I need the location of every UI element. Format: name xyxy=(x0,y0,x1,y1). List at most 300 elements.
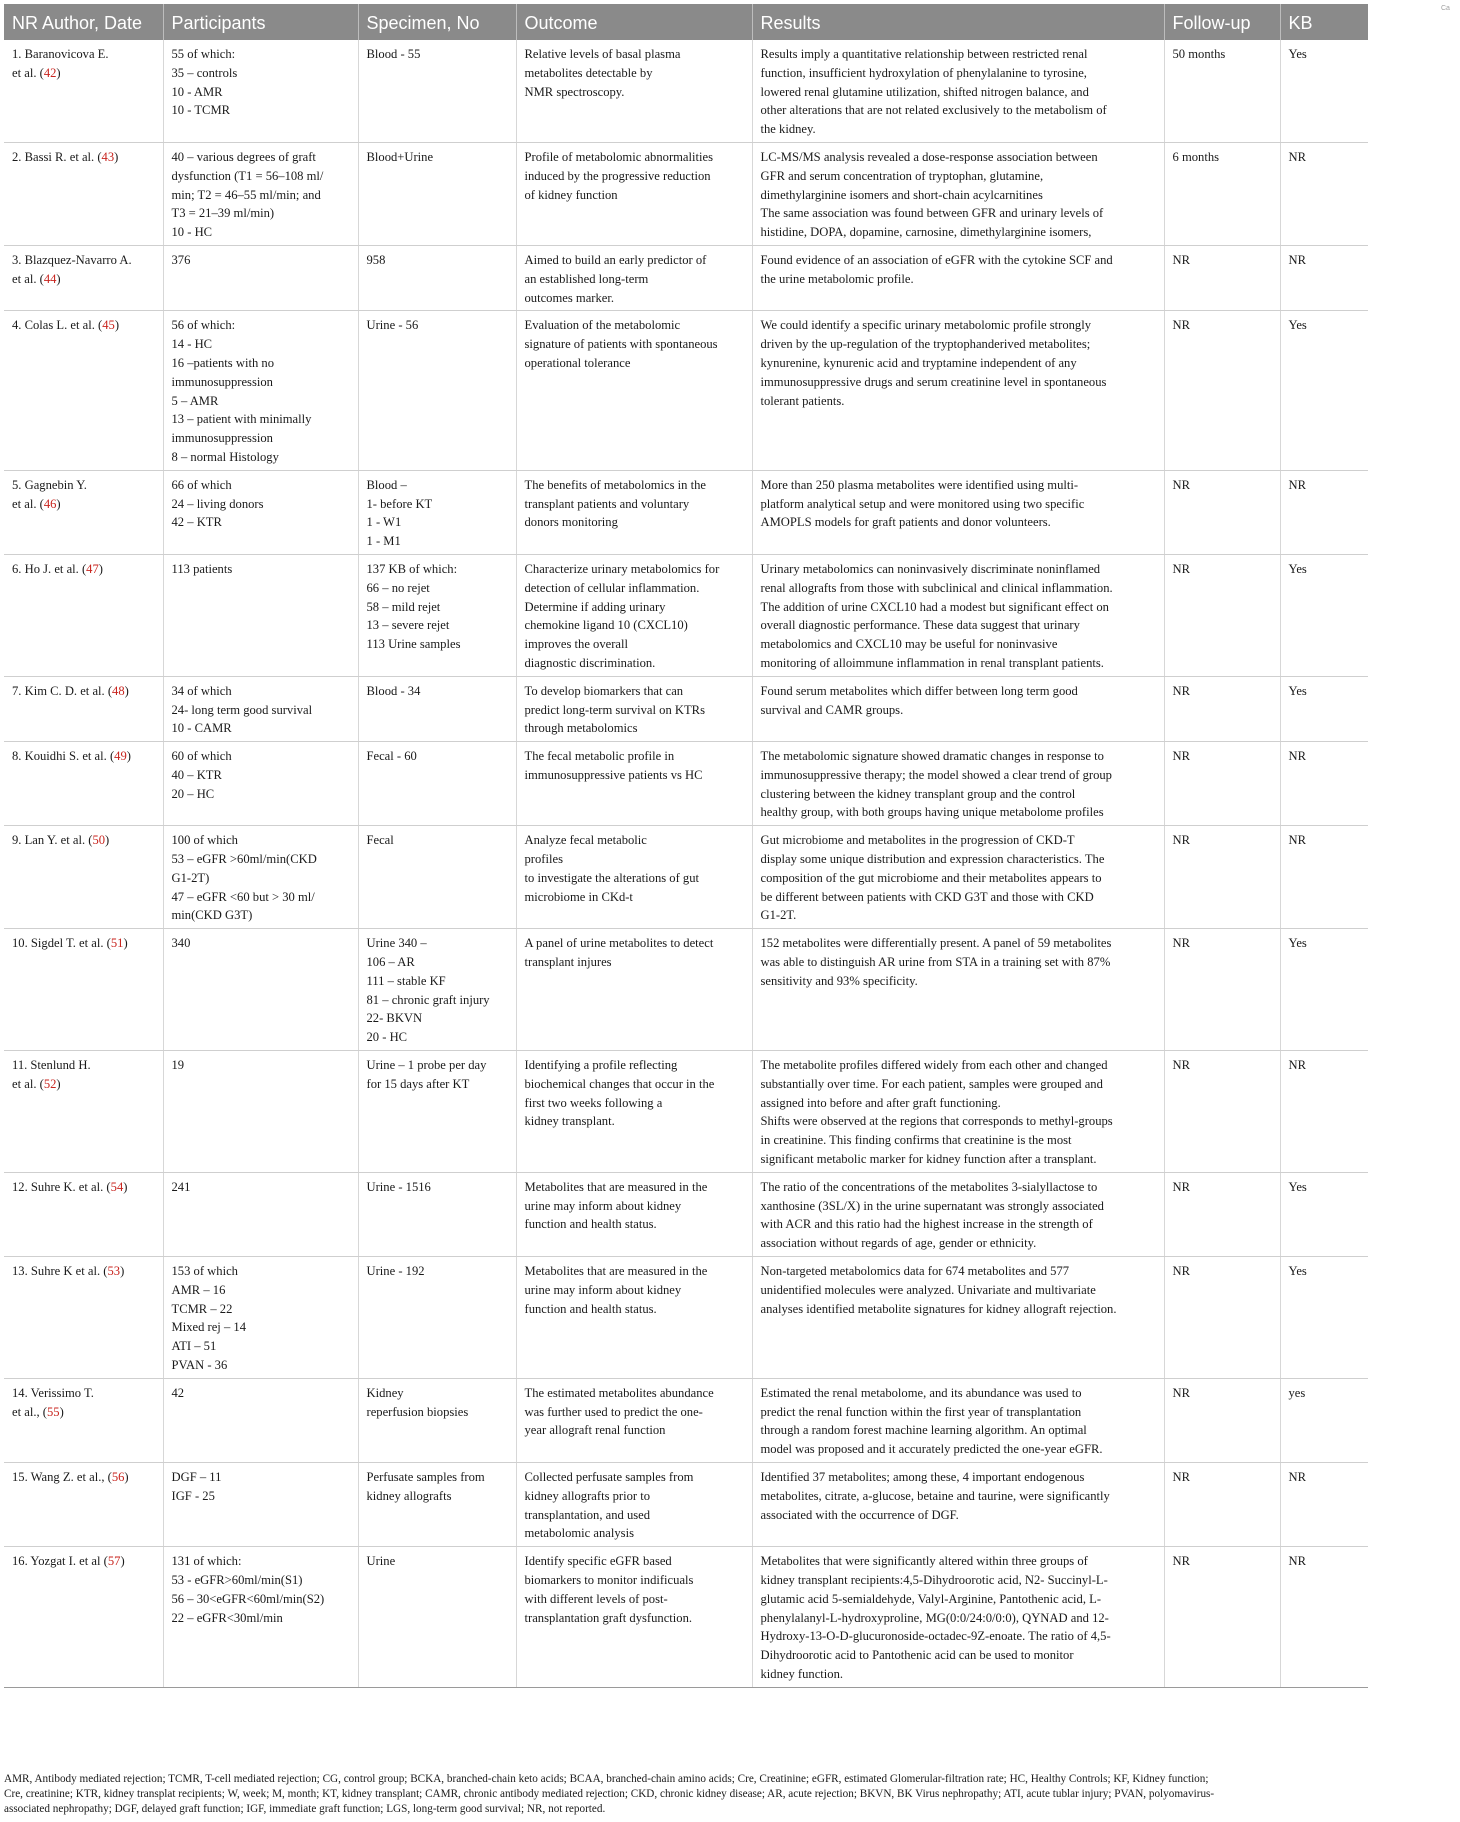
kb-cell: Yes xyxy=(1280,1257,1368,1379)
results-line: Non-targeted metabolomics data for 674 metabolites and 577 xyxy=(760,1264,1070,1279)
results-line: kidney function. xyxy=(760,1666,844,1681)
specimen-line: for 15 days after KT xyxy=(366,1076,470,1091)
participant-line: 376 xyxy=(171,252,191,267)
participant-line: immunosuppression xyxy=(171,374,273,389)
author-line xyxy=(12,1403,157,1422)
reference-link[interactable]: 56 xyxy=(111,1469,125,1484)
author-cell xyxy=(4,470,163,554)
participant-line: 5 – AMR xyxy=(171,393,219,408)
reference-link[interactable]: 43 xyxy=(101,149,115,164)
outcome-line: to investigate the alterations of gut xyxy=(524,870,700,885)
participant-line: 10 - AMR xyxy=(171,84,223,99)
reference-close-paren: ) xyxy=(114,318,120,333)
table-row xyxy=(4,1462,1368,1546)
kb-cell: NR xyxy=(1280,470,1368,554)
specimen-cell xyxy=(358,1257,516,1379)
author-text: 16. Yozgat I. et al ( xyxy=(12,1554,108,1569)
participant-line: 153 of which xyxy=(171,1264,238,1279)
author-cell xyxy=(4,40,163,142)
specimen-line: 1 - M1 xyxy=(366,534,401,549)
results-line: immunosuppressive drugs and serum creatinine level in spontaneous xyxy=(760,374,1107,389)
specimen-line: Urine xyxy=(366,1554,396,1569)
participants-cell xyxy=(163,470,358,554)
participants-cell xyxy=(163,1257,358,1379)
participant-line: 53 – eGFR >60ml/min(CKD xyxy=(171,852,317,867)
author-line xyxy=(12,148,157,167)
outcome-line: immunosuppressive patients vs HC xyxy=(524,767,703,782)
outcome-line: diagnostic discrimination. xyxy=(524,655,656,670)
results-line: Results imply a quantitative relationship between restricted renal xyxy=(760,47,1088,61)
specimen-line: reperfusion biopsies xyxy=(366,1404,469,1419)
participant-line: 40 – various degrees of graft xyxy=(171,149,316,164)
footnote-line: Cre, creatinine; KTR, kidney transplat recipients; W, week; M, month; KT, kidney transplant; CAMR, chronic antibody mediated rejection; CKD, chronic kidney disease; AR, acute rejection; BKVN, BK Virus nephropathy; ATI, acute tublar injury; PVAN, polyomavirus- xyxy=(4,1788,1215,1800)
author-text: 1. Baranovicova E. xyxy=(12,47,109,61)
outcome-cell xyxy=(516,1462,752,1546)
author-cell xyxy=(4,1051,163,1173)
specimen-cell xyxy=(358,40,516,142)
outcome-line: kidney allografts prior to xyxy=(524,1488,651,1503)
specimen-cell xyxy=(358,311,516,470)
study-table-container xyxy=(4,4,1368,1688)
author-cell xyxy=(4,554,163,676)
follow-up-cell: NR xyxy=(1164,1462,1280,1546)
outcome-line: Identify specific eGFR based xyxy=(524,1554,672,1569)
kb-cell: NR xyxy=(1280,742,1368,826)
participants-cell xyxy=(163,826,358,929)
results-line: Found serum metabolites which differ between long term good xyxy=(760,683,1078,698)
kb-cell: NR xyxy=(1280,1051,1368,1173)
participant-line: Mixed rej – 14 xyxy=(171,1320,246,1335)
outcome-line: chemokine ligand 10 (CXCL10) xyxy=(524,618,688,633)
specimen-line: 58 – mild rejet xyxy=(366,599,441,614)
participant-line: 13 – patient with minimally xyxy=(171,412,312,427)
table-row xyxy=(4,142,1368,245)
author-line xyxy=(12,64,157,83)
participant-line: 56 – 30<eGFR<60ml/min(S2) xyxy=(171,1591,325,1606)
participant-line: AMR – 16 xyxy=(171,1282,226,1297)
kb-cell: NR xyxy=(1280,245,1368,310)
author-line xyxy=(12,747,157,766)
results-cell xyxy=(752,311,1164,470)
outcome-line: detection of cellular inflammation. xyxy=(524,580,700,595)
participant-line: 40 – KTR xyxy=(171,767,222,782)
results-line: renal allografts from those with subclinical and clinical inflammation. xyxy=(760,580,1113,595)
reference-link[interactable]: 49 xyxy=(114,749,127,764)
participants-cell xyxy=(163,554,358,676)
author-line xyxy=(12,316,157,335)
outcome-line: The fecal metabolic profile in xyxy=(524,749,675,764)
reference-link[interactable]: 55 xyxy=(46,1404,60,1419)
header-outcome: Outcome xyxy=(516,4,752,40)
results-line: Metabolites that were significantly altered within three groups of xyxy=(760,1554,1088,1569)
specimen-line: Perfusate samples from xyxy=(366,1469,485,1484)
outcome-line: with different levels of post- xyxy=(524,1591,668,1606)
specimen-line: Blood+Urine xyxy=(366,149,434,164)
table-body xyxy=(4,40,1368,1687)
participant-line: IGF - 25 xyxy=(171,1488,215,1503)
outcome-line: Characterize urinary metabolomics for xyxy=(524,561,720,576)
participants-cell xyxy=(163,1462,358,1546)
outcome-cell xyxy=(516,1051,752,1173)
header-kb: KB xyxy=(1280,4,1368,40)
outcome-cell xyxy=(516,142,752,245)
specimen-line: 1 - W1 xyxy=(366,515,402,530)
specimen-line: 20 - HC xyxy=(366,1030,408,1045)
reference-close-paren: ) xyxy=(105,833,110,848)
author-line xyxy=(12,682,157,701)
author-cell xyxy=(4,142,163,245)
follow-up-cell: NR xyxy=(1164,676,1280,741)
participant-line: T3 = 21–39 ml/min) xyxy=(171,206,275,221)
table-footnote xyxy=(4,1772,1374,1817)
header-follow-up: Follow-up xyxy=(1164,4,1280,40)
results-cell xyxy=(752,142,1164,245)
participant-line: 20 – HC xyxy=(171,786,215,801)
outcome-line: predict long-term survival on KTRs xyxy=(524,702,705,717)
reference-link[interactable]: 53 xyxy=(107,1264,121,1279)
outcome-cell xyxy=(516,1378,752,1462)
results-line: survival and CAMR groups. xyxy=(760,702,904,717)
reference-close-paren: ) xyxy=(56,1076,61,1091)
results-line: LC-MS/MS analysis revealed a dose-response association between xyxy=(760,149,1098,164)
author-line xyxy=(12,1468,157,1487)
reference-link[interactable]: 46 xyxy=(43,496,57,511)
outcome-line: through metabolomics xyxy=(524,721,638,736)
kb-cell: NR xyxy=(1280,142,1368,245)
follow-up-cell: NR xyxy=(1164,1257,1280,1379)
participant-line: DGF – 11 xyxy=(171,1469,222,1484)
outcome-line: Analyze fecal metabolic xyxy=(524,833,647,848)
participants-cell xyxy=(163,742,358,826)
specimen-cell xyxy=(358,676,516,741)
follow-up-cell: NR xyxy=(1164,245,1280,310)
outcome-line: transplant injures xyxy=(524,955,612,970)
specimen-line: 13 – severe rejet xyxy=(366,618,450,633)
specimen-cell xyxy=(358,742,516,826)
reference-close-paren: ) xyxy=(114,149,119,164)
reference-link[interactable]: 45 xyxy=(102,318,115,333)
results-line: in creatinine. This finding confirms that creatinine is the most xyxy=(760,1133,1072,1148)
author-cell xyxy=(4,245,163,310)
kb-cell: Yes xyxy=(1280,40,1368,142)
results-line: metabolites, citrate, a-glucose, betaine and taurine, were significantly xyxy=(760,1488,1110,1503)
follow-up-cell: NR xyxy=(1164,1172,1280,1256)
specimen-cell xyxy=(358,1462,516,1546)
specimen-line: Urine - 192 xyxy=(366,1264,425,1279)
results-cell xyxy=(752,676,1164,741)
outcome-line: first two weeks following a xyxy=(524,1095,663,1110)
outcome-cell xyxy=(516,1547,752,1688)
outcome-line: Determine if adding urinary xyxy=(524,599,666,614)
specimen-line: Urine 340 – xyxy=(366,936,427,951)
author-cell xyxy=(4,676,163,741)
author-text: 13. Suhre K et al. ( xyxy=(12,1264,108,1279)
results-line: Dihydroorotic acid to Pantothenic acid can be used to monitor xyxy=(760,1648,1074,1663)
participants-cell xyxy=(163,311,358,470)
specimen-line: Urine - 1516 xyxy=(366,1179,431,1194)
follow-up-cell: NR xyxy=(1164,311,1280,470)
participant-line: immunosuppression xyxy=(171,431,273,446)
results-line: kidney transplant recipients:4,5-Dihydroorotic acid, N2- Succinyl-L- xyxy=(760,1572,1108,1587)
author-text: 15. Wang Z. et al., ( xyxy=(12,1469,112,1484)
participants-cell xyxy=(163,1378,358,1462)
results-line: significant metabolic marker for kidney function after a transplant. xyxy=(760,1152,1097,1167)
author-line xyxy=(12,560,157,579)
author-text: 6. Ho J. et al. ( xyxy=(12,561,87,576)
author-text: 9. Lan Y. et al. ( xyxy=(12,833,93,848)
participants-cell xyxy=(163,929,358,1051)
author-text: 14. Verissimo T. xyxy=(12,1385,94,1400)
participant-line: 8 – normal Histology xyxy=(171,449,279,464)
follow-up-cell: NR xyxy=(1164,470,1280,554)
participants-cell xyxy=(163,142,358,245)
results-line: GFR and serum concentration of tryptophan, glutamine, xyxy=(760,168,1044,183)
author-line xyxy=(12,1178,157,1197)
author-line xyxy=(12,1075,157,1094)
kb-cell: NR xyxy=(1280,826,1368,929)
results-line: metabolomics and CXCL10 may be useful for noninvasive xyxy=(760,637,1058,652)
author-line xyxy=(12,45,157,64)
results-line: function, insufficient hydroxylation of phenylalanine to tyrosine, xyxy=(760,65,1087,80)
outcome-cell xyxy=(516,311,752,470)
results-cell xyxy=(752,826,1164,929)
results-cell xyxy=(752,554,1164,676)
author-cell xyxy=(4,1378,163,1462)
author-text: 3. Blazquez-Navarro A. xyxy=(12,252,132,267)
specimen-line: Blood – xyxy=(366,477,407,492)
outcome-line: microbiome in CKd-t xyxy=(524,889,633,904)
results-line: association without regards of age, gender or ethnicity. xyxy=(760,1236,1037,1251)
outcome-cell xyxy=(516,742,752,826)
participant-line: 60 of which xyxy=(171,749,232,764)
results-line: the kidney. xyxy=(760,122,816,137)
outcome-cell xyxy=(516,40,752,142)
specimen-line: Fecal - 60 xyxy=(366,749,417,764)
outcome-line: The benefits of metabolomics in the xyxy=(524,477,707,492)
reference-link[interactable]: 44 xyxy=(43,271,57,286)
author-cell xyxy=(4,311,163,470)
results-line: Gut microbiome and metabolites in the progression of CKD-T xyxy=(760,833,1075,848)
follow-up-cell: NR xyxy=(1164,1378,1280,1462)
results-line: Shifts were observed at the regions that corresponds to methyl-groups xyxy=(760,1114,1113,1129)
results-line: composition of the gut microbiome and their metabolites appears to xyxy=(760,870,1102,885)
results-line: with ACR and this ratio had the highest increase in the strength of xyxy=(760,1217,1093,1232)
outcome-cell xyxy=(516,826,752,929)
results-cell xyxy=(752,1172,1164,1256)
outcome-line: year allograft renal function xyxy=(524,1423,666,1438)
participant-line: 14 - HC xyxy=(171,337,213,352)
results-cell xyxy=(752,929,1164,1051)
outcome-line: signature of patients with spontaneous xyxy=(524,337,718,352)
results-line: The metabolomic signature showed dramatic changes in response to xyxy=(760,749,1104,764)
specimen-line: 66 – no rejet xyxy=(366,580,430,595)
outcome-line: metabolomic analysis xyxy=(524,1526,634,1541)
author-text: et al., ( xyxy=(12,1404,47,1419)
author-cell xyxy=(4,1462,163,1546)
reference-close-paren: ) xyxy=(123,936,128,951)
results-line: driven by the up-regulation of the tryptophanderived metabolites; xyxy=(760,337,1091,352)
results-line: model was proposed and it accurately predicted the one-year eGFR. xyxy=(760,1442,1103,1457)
results-line: immunosuppressive therapy; the model showed a clear trend of group xyxy=(760,767,1112,782)
author-line xyxy=(12,476,157,495)
header-participants: Participants xyxy=(163,4,358,40)
kb-cell: NR xyxy=(1280,1462,1368,1546)
participant-line: dysfunction (T1 = 56–108 ml/ xyxy=(171,168,324,183)
reference-link[interactable]: 54 xyxy=(110,1179,124,1194)
follow-up-cell: 6 months xyxy=(1164,142,1280,245)
results-line: Estimated the renal metabolome, and its abundance was used to xyxy=(760,1385,1082,1400)
outcome-line: biochemical changes that occur in the xyxy=(524,1076,715,1091)
specimen-cell xyxy=(358,929,516,1051)
participant-line: 22 – eGFR<30ml/min xyxy=(171,1610,283,1625)
table-row xyxy=(4,1172,1368,1256)
outcome-line: kidney transplant. xyxy=(524,1114,615,1129)
follow-up-cell: NR xyxy=(1164,929,1280,1051)
author-cell xyxy=(4,929,163,1051)
reference-link[interactable]: 47 xyxy=(86,561,99,576)
outcome-line: donors monitoring xyxy=(524,515,618,530)
reference-link[interactable]: 57 xyxy=(107,1554,121,1569)
participant-line: G1-2T) xyxy=(171,870,210,885)
participant-line: TCMR – 22 xyxy=(171,1301,233,1316)
author-text: et al. ( xyxy=(12,1076,44,1091)
table-row xyxy=(4,826,1368,929)
participant-line: 10 - CAMR xyxy=(171,721,232,736)
outcome-line: The estimated metabolites abundance xyxy=(524,1385,714,1400)
specimen-line: 113 Urine samples xyxy=(366,637,461,652)
outcome-line: Evaluation of the metabolomic xyxy=(524,318,681,333)
participant-line: 241 xyxy=(171,1179,191,1194)
specimen-line: 22- BKVN xyxy=(366,1011,423,1026)
participant-line: 53 - eGFR>60ml/min(S1) xyxy=(171,1572,303,1587)
specimen-cell xyxy=(358,826,516,929)
reference-close-paren: ) xyxy=(124,683,129,698)
kb-cell: Yes xyxy=(1280,311,1368,470)
outcome-line: Metabolites that are measured in the xyxy=(524,1179,708,1194)
results-line: We could identify a specific urinary metabolomic profile strongly xyxy=(760,318,1092,333)
follow-up-cell: 50 months xyxy=(1164,40,1280,142)
results-cell xyxy=(752,1378,1164,1462)
specimen-line: Kidney xyxy=(366,1385,404,1400)
table-row xyxy=(4,929,1368,1051)
outcome-line: improves the overall xyxy=(524,637,629,652)
author-line xyxy=(12,1262,157,1281)
results-cell xyxy=(752,1051,1164,1173)
results-cell xyxy=(752,1257,1164,1379)
table-row xyxy=(4,1547,1368,1688)
author-line xyxy=(12,1384,157,1403)
reference-close-paren: ) xyxy=(120,1264,125,1279)
author-text: 5. Gagnebin Y. xyxy=(12,477,87,492)
participant-line: 131 of which: xyxy=(171,1554,242,1569)
outcome-line: Relative levels of basal plasma xyxy=(524,47,681,61)
reference-link[interactable]: 48 xyxy=(112,683,125,698)
author-text: et al. ( xyxy=(12,496,44,511)
table-row xyxy=(4,742,1368,826)
author-text: 12. Suhre K. et al. ( xyxy=(12,1179,111,1194)
results-cell xyxy=(752,1462,1164,1546)
participant-line: PVAN - 36 xyxy=(171,1358,228,1372)
results-line: be different between patients with CKD G3T and those with CKD xyxy=(760,889,1094,904)
results-line: histidine, DOPA, dopamine, carnosine, dimethylarginine isomers, xyxy=(760,225,1092,240)
author-line xyxy=(12,831,157,850)
outcome-cell xyxy=(516,929,752,1051)
header-author: NR Author, Date xyxy=(4,4,163,40)
table-row xyxy=(4,1378,1368,1462)
results-line: Urinary metabolomics can noninvasively discriminate noninflamed xyxy=(760,561,1101,576)
reference-link[interactable]: 42 xyxy=(43,65,57,80)
specimen-line: 111 – stable KF xyxy=(366,973,446,988)
participant-line: ATI – 51 xyxy=(171,1339,217,1354)
specimen-cell xyxy=(358,1172,516,1256)
table-row xyxy=(4,554,1368,676)
specimen-line: Urine - 56 xyxy=(366,318,419,333)
specimen-line: 106 – AR xyxy=(366,955,415,970)
results-line: display some unique distribution and expression characteristics. The xyxy=(760,852,1105,867)
results-cell xyxy=(752,742,1164,826)
reference-link[interactable]: 50 xyxy=(92,833,106,848)
author-text: 4. Colas L. et al. ( xyxy=(12,318,103,333)
participant-line: 42 – KTR xyxy=(171,515,222,530)
participants-cell xyxy=(163,1547,358,1688)
participant-line: 34 of which xyxy=(171,683,232,698)
follow-up-cell: NR xyxy=(1164,1051,1280,1173)
results-line: unidentified molecules were analyzed. Univariate and multivariate xyxy=(760,1282,1096,1297)
results-cell xyxy=(752,470,1164,554)
results-line: 152 metabolites were differentially present. A panel of 59 metabolites xyxy=(760,936,1112,951)
outcome-line: Profile of metabolomic abnormalities xyxy=(524,149,714,164)
header-specimen: Specimen, No xyxy=(358,4,516,40)
outcome-line: A panel of urine metabolites to detect xyxy=(524,936,714,951)
participant-line: 100 of which xyxy=(171,833,238,848)
table-row xyxy=(4,1257,1368,1379)
specimen-cell xyxy=(358,1547,516,1688)
table-header xyxy=(4,4,1368,40)
outcome-line: urine may inform about kidney xyxy=(524,1198,682,1213)
outcome-line: Metabolites that are measured in the xyxy=(524,1264,708,1279)
outcome-cell xyxy=(516,554,752,676)
table-row xyxy=(4,311,1368,470)
results-line: Hydroxy-13-O-D-glucuronoside-octadec-9Z-enoate. The ratio of 4,5- xyxy=(760,1629,1111,1644)
results-line: The metabolite profiles differed widely from each other and changed xyxy=(760,1058,1108,1073)
outcome-line: Aimed to build an early predictor of xyxy=(524,252,707,267)
outcome-line: biomarkers to monitor indificuals xyxy=(524,1572,694,1587)
results-line: The addition of urine CXCL10 had a modest but significant effect on xyxy=(760,599,1109,614)
results-line: associated with the occurrence of DGF. xyxy=(760,1507,959,1522)
results-line: assigned into before and after graft functioning. xyxy=(760,1095,1001,1110)
participant-line: min; T2 = 46–55 ml/min; and xyxy=(171,187,321,202)
outcome-line: of kidney function xyxy=(524,187,618,202)
author-text: 11. Stenlund H. xyxy=(12,1058,91,1073)
reference-close-paren: ) xyxy=(56,65,61,80)
reference-link[interactable]: 52 xyxy=(43,1076,57,1091)
results-cell xyxy=(752,1547,1164,1688)
participants-cell xyxy=(163,1051,358,1173)
results-line: substantially over time. For each patient, samples were grouped and xyxy=(760,1076,1103,1091)
reference-link[interactable]: 51 xyxy=(110,936,124,951)
participant-line: 55 of which: xyxy=(171,47,236,61)
participant-line: 24- long term good survival xyxy=(171,702,313,717)
participants-cell xyxy=(163,40,358,142)
participant-line: 10 - HC xyxy=(171,225,213,240)
author-line xyxy=(12,934,157,953)
results-line: lowered renal glutamine utilization, shifted nitrogen balance, and xyxy=(760,84,1089,99)
results-line: monitoring of alloimmune inflammation in renal transplant patients. xyxy=(760,655,1104,670)
results-line: G1-2T. xyxy=(760,908,797,923)
outcome-cell xyxy=(516,470,752,554)
outcome-cell xyxy=(516,1172,752,1256)
results-line: the urine metabolomic profile. xyxy=(760,271,914,286)
